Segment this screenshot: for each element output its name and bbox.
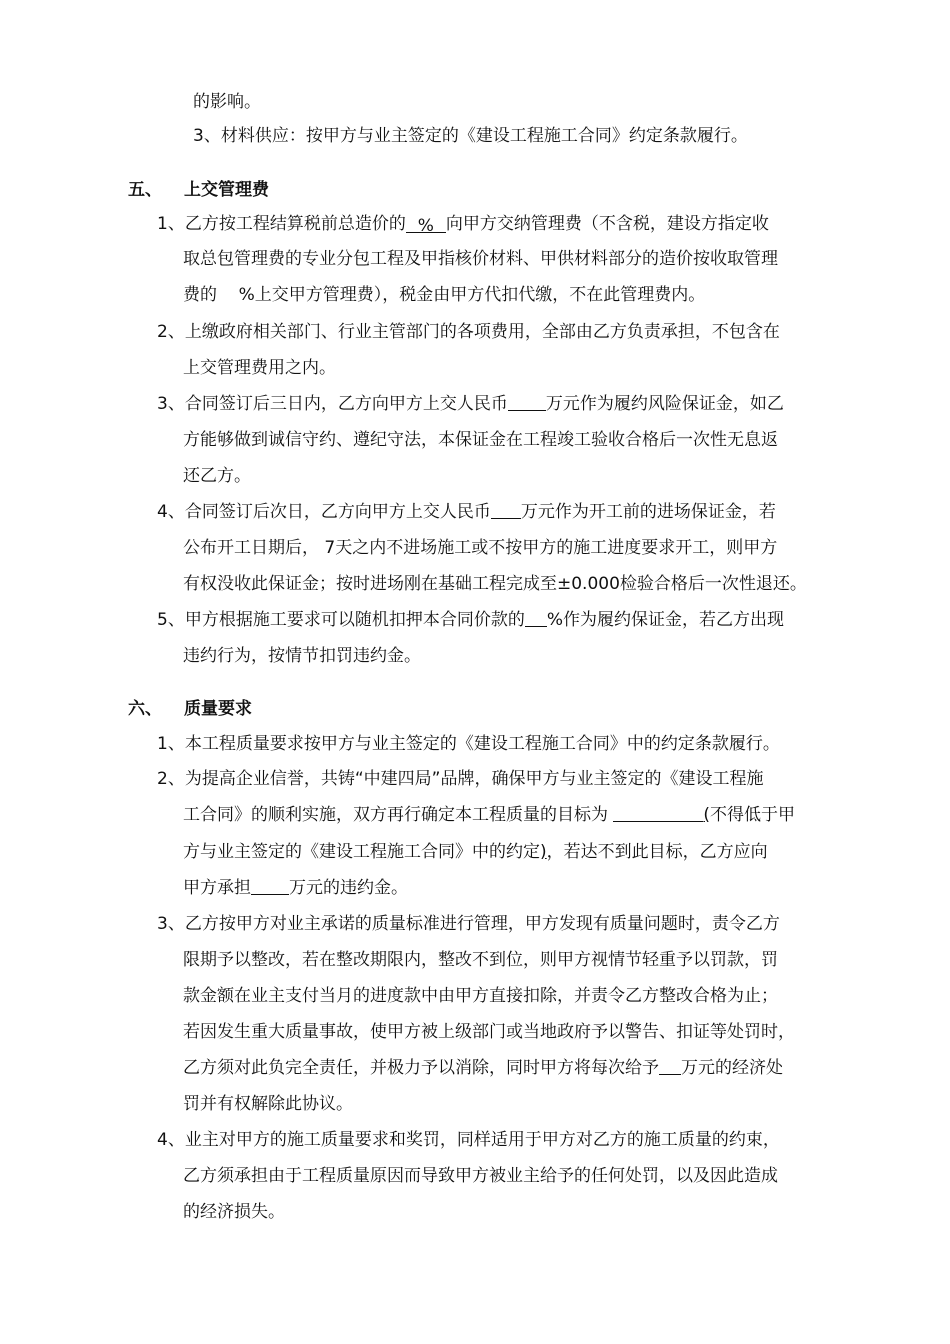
text-line: 的影响。 xyxy=(193,92,261,112)
text-span: 万元作为开工前的进场保证金，若 xyxy=(520,502,776,522)
item-number: 3、 xyxy=(157,914,185,934)
text-span: 合同签订后次日，乙方向甲方上交人民币 xyxy=(184,502,491,522)
text-span: 万元的经济处 xyxy=(681,1058,783,1078)
text-span: 甲方承担 xyxy=(183,878,251,898)
text-line xyxy=(183,1056,783,1080)
item-number: 4、 xyxy=(157,1130,185,1150)
text-line: 限期予以整改，若在整改期限内，整改不到位，则甲方视情节轻重予以罚款，罚 xyxy=(183,950,778,970)
list-item xyxy=(157,320,780,344)
text-span: 工合同》的顺利实施，双方再行确定本工程质量的目标为 xyxy=(183,805,614,825)
text-line: 还乙方。 xyxy=(183,466,251,486)
text-line: 有权没收此保证金；按时进场刚在基础工程完成至±0.000检验合格后一次性退还。 xyxy=(183,574,807,594)
text-line: 上交管理费用之内。 xyxy=(183,358,336,378)
item-number: 5、 xyxy=(157,610,185,630)
item-number: 2、 xyxy=(157,322,185,342)
text-span: 万元作为履约风险保证金，如乙 xyxy=(545,394,784,414)
list-item xyxy=(157,500,776,524)
list-item xyxy=(157,608,784,632)
text-line: 取总包管理费的专业分包工程及甲指核价材料、甲供材料部分的造价按收取管理 xyxy=(183,249,778,269)
list-item xyxy=(157,732,780,756)
item-number: 3、 xyxy=(157,394,185,414)
fill-blank xyxy=(613,803,703,822)
text-line: 的经济损失。 xyxy=(183,1202,285,1222)
text-line xyxy=(183,803,795,827)
text-line: 罚并有权解除此协议。 xyxy=(183,1094,353,1114)
text-span: %作为履约保证金，若乙方出现 xyxy=(546,610,784,630)
fill-blank xyxy=(491,500,521,519)
section-number: 五、 xyxy=(128,180,162,200)
text-line xyxy=(183,840,768,864)
fill-blank xyxy=(525,608,547,627)
fill-blank xyxy=(406,214,446,236)
text-span: 乙方按甲方对业主承诺的质量标准进行管理，甲方发现有质量问题时，责令乙方 xyxy=(184,914,780,934)
section-title: 质量要求 xyxy=(184,699,252,719)
text-line: 违约行为，按情节扣罚违约金。 xyxy=(183,646,421,666)
text-span: ，若达不到此目标，乙方应向 xyxy=(546,842,768,862)
list-item xyxy=(157,212,769,236)
item-number: 2、 xyxy=(157,769,185,789)
fill-blank xyxy=(251,876,289,895)
text-line: 费的 %上交甲方管理费），税金由甲方代扣代缴，不在此管理费内。 xyxy=(183,285,706,305)
text-line: 若因发生重大质量事故，使甲方被上级部门或当地政府予以警告、扣证等处罚时， xyxy=(183,1022,795,1042)
text-span: 合同签订后三日内，乙方向甲方上交人民币 xyxy=(184,394,508,414)
text-span: 向甲方交纳管理费（不含税，建设方指定收 xyxy=(445,214,769,234)
section-heading xyxy=(128,178,269,202)
section-number: 六、 xyxy=(128,699,162,719)
section-title: 上交管理费 xyxy=(184,180,269,200)
text-span: 本工程质量要求按甲方与业主签定的《建设工程施工合同》中的约定条款履行。 xyxy=(184,734,780,754)
text-span: ( xyxy=(703,805,711,825)
text-span: 甲方根据施工要求可以随机扣押本合同价款的 xyxy=(184,610,525,630)
blank-mark: % xyxy=(417,216,434,236)
text-span: 方与业主签定的《建设工程施工合同》中的约定 xyxy=(183,842,540,862)
item-number: 1、 xyxy=(157,734,185,754)
text-span: 万元的违约金。 xyxy=(289,878,408,898)
list-item xyxy=(157,392,784,416)
text-span: 乙方须对此负完全责任，并极力予以消除，同时甲方将每次给予 xyxy=(183,1058,659,1078)
text-line: 款金额在业主支付当月的进度款中由甲方直接扣除，并责令乙方整改合格为止； xyxy=(183,986,778,1006)
text-span: 业主对甲方的施工质量要求和奖罚，同样适用于甲方对乙方的施工质量的约束， xyxy=(184,1130,780,1150)
list-item xyxy=(157,1128,780,1152)
item-number: 1、 xyxy=(157,214,185,234)
text-span: 为提高企业信誉，共铸“中建四局”品牌，确保甲方与业主签定的《建设工程施 xyxy=(184,769,764,789)
section-heading xyxy=(128,697,252,721)
fill-blank xyxy=(659,1056,681,1075)
item-number: 4、 xyxy=(157,502,185,522)
text-line: 公布开工日期后， 7天之内不进场施工或不按甲方的施工进度要求开工，则甲方 xyxy=(183,538,778,558)
text-span: 不得低于甲 xyxy=(710,805,796,825)
text-line: 方能够做到诚信守约、遵纪守法，本保证金在工程竣工验收合格后一次性无息返 xyxy=(183,430,778,450)
text-span: 乙方按工程结算税前总造价的 xyxy=(184,214,406,234)
text-span: 上缴政府相关部门、行业主管部门的各项费用，全部由乙方负责承担，不包含在 xyxy=(184,322,780,342)
text-line xyxy=(183,876,408,900)
text-span: ) xyxy=(540,842,547,862)
list-item xyxy=(157,912,780,936)
fill-blank xyxy=(508,392,546,411)
text-line: 乙方须承担由于工程质量原因而导致甲方被业主给予的任何处罚，以及因此造成 xyxy=(183,1166,778,1186)
list-item xyxy=(157,767,763,791)
text-line: 3、材料供应：按甲方与业主签定的《建设工程施工合同》约定条款履行。 xyxy=(193,126,748,146)
